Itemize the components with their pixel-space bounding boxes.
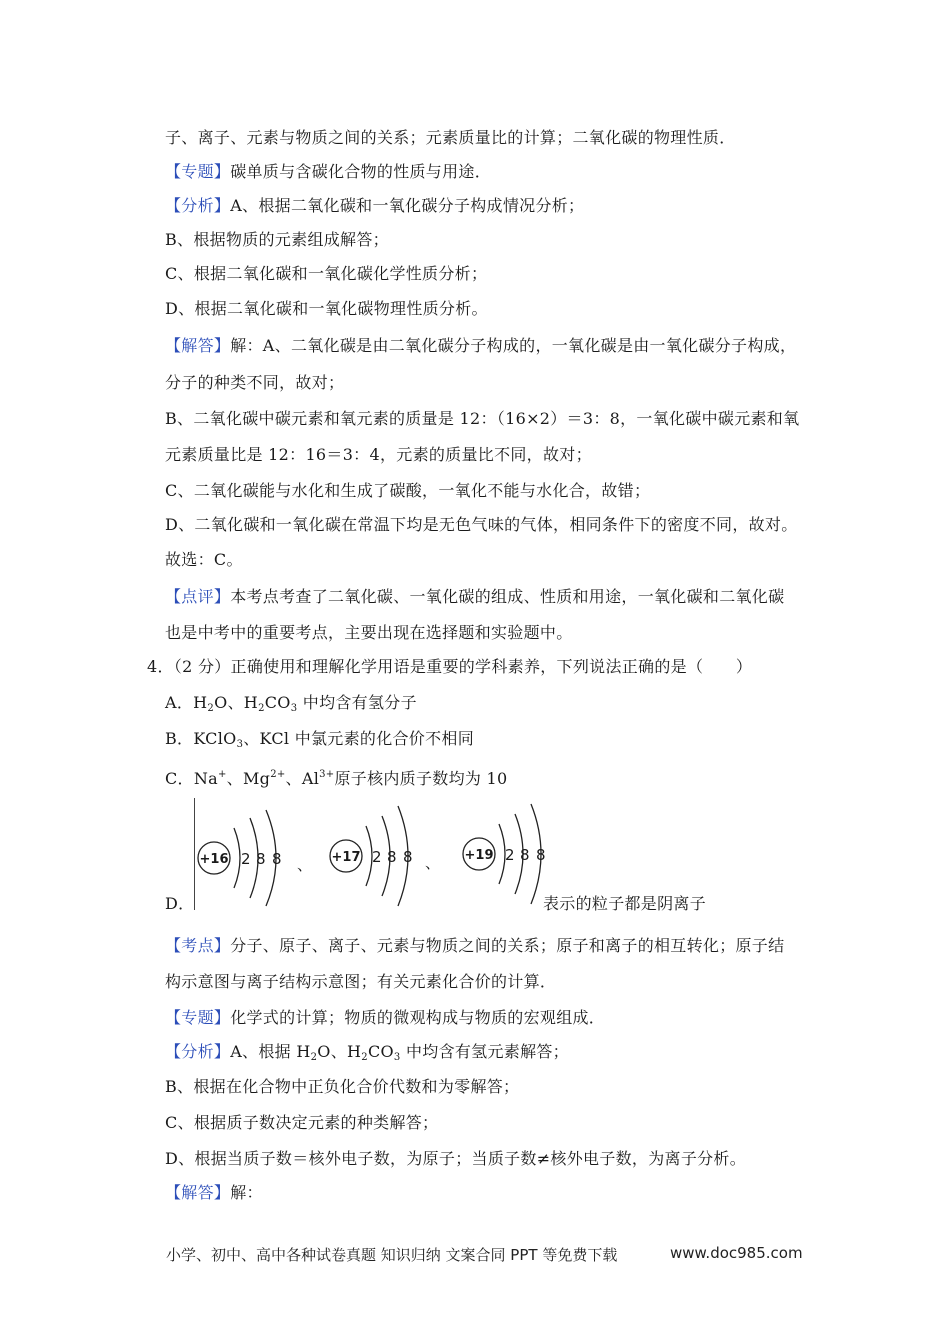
text-line: C、根据二氧化碳和一氧化碳化学性质分析； bbox=[165, 264, 488, 283]
option-b: B．KClO$_3$、KCl 中氯元素的化合价不相同 bbox=[165, 729, 475, 750]
text-line: 【专题】碳单质与含碳化合物的性质与用途． bbox=[165, 162, 492, 181]
text-line: 也是中考中的重要考点，主要出现在选择题和实验题中。 bbox=[165, 623, 573, 642]
section-tag: 【解答】 bbox=[165, 336, 231, 355]
section-tag: 【分析】 bbox=[165, 1042, 231, 1061]
section-tag: 【专题】 bbox=[165, 162, 231, 181]
text-line: B、根据在化合物中正负化合价代数和为零解答； bbox=[165, 1077, 520, 1096]
question-stem: 4．（2 分）正确使用和理解化学用语是重要的学科素养，下列说法正确的是（ ） bbox=[147, 657, 753, 676]
section-tag: 【专题】 bbox=[165, 1008, 231, 1027]
page-footer bbox=[166, 1244, 803, 1265]
nucleus-label: +19 bbox=[464, 848, 494, 863]
text-line: 分子的种类不同，故对； bbox=[165, 373, 345, 392]
text-line: D、根据当质子数＝核外电子数，为原子；当质子数≠核外电子数，为离子分析。 bbox=[165, 1149, 747, 1168]
separator: 、 bbox=[425, 854, 441, 872]
text-line: 【解答】解： bbox=[165, 1183, 263, 1202]
option-d-text: 表示的粒子都是阴离子 bbox=[543, 894, 707, 913]
text-line: 【分析】A、根据二氧化碳和一氧化碳分子构成情况分析； bbox=[165, 196, 585, 215]
shell-count: 8 bbox=[536, 846, 546, 864]
section-tag: 【考点】 bbox=[165, 936, 231, 955]
text-line: 【解答】解：A、二氧化碳是由二氧化碳分子构成的，一氧化碳是由一氧化碳分子构成， bbox=[165, 336, 797, 355]
option-a: A．$H_2O$、$H_2CO_3$ 中均含有氢分子 bbox=[165, 693, 417, 714]
atom-structure-diagrams bbox=[194, 798, 554, 910]
text-line: 【点评】本考点考查了二氧化碳、一氧化碳的组成、性质和用途，一氧化碳和二氧化碳 bbox=[165, 587, 785, 606]
text-line: 【分析】A、根据 $H_2O$、$H_2CO_3$ 中均含有氢元素解答； bbox=[165, 1042, 569, 1063]
text-line: 【专题】化学式的计算；物质的微观构成与物质的宏观组成． bbox=[165, 1008, 606, 1027]
text-line: C、根据质子数决定元素的种类解答； bbox=[165, 1113, 439, 1132]
shell-count: 8 bbox=[520, 846, 530, 864]
section-tag: 【点评】 bbox=[165, 587, 231, 606]
text-line: 构示意图与离子结构示意图；有关元素化合价的计算． bbox=[165, 972, 557, 991]
text-line: C、二氧化碳能与水化和生成了碳酸，一氧化不能与水化合，故错； bbox=[165, 481, 651, 500]
text-line: 故选：C。 bbox=[165, 550, 243, 569]
footer-text: 小学、初中、高中各种试卷真题 知识归纳 文案合同 PPT 等免费下载 bbox=[166, 1246, 618, 1264]
separator: 、 bbox=[297, 856, 313, 874]
shell-count: 2 bbox=[241, 850, 251, 868]
shell-count: 8 bbox=[403, 848, 413, 866]
section-tag: 【分析】 bbox=[165, 196, 231, 215]
shell-count: 8 bbox=[256, 850, 266, 868]
shell-count: 2 bbox=[372, 848, 382, 866]
text-line: B、二氧化碳中碳元素和氧元素的质量是 12：（16×2）＝3：8，一氧化碳中碳元素和氧 bbox=[165, 409, 800, 428]
text-line: 【考点】分子、原子、离子、元素与物质之间的关系；原子和离子的相互转化；原子结 bbox=[165, 936, 785, 955]
text-line: 元素质量比是 12：16＝3：4，元素的质量比不同，故对； bbox=[165, 445, 592, 464]
footer-link[interactable]: www.doc985.com bbox=[670, 1244, 803, 1262]
text-line: 子、离子、元素与物质之间的关系；元素质量比的计算；二氧化碳的物理性质． bbox=[165, 128, 736, 147]
section-tag: 【解答】 bbox=[165, 1183, 231, 1202]
text-line: D、根据二氧化碳和一氧化碳物理性质分析。 bbox=[165, 299, 488, 318]
nucleus-label: +16 bbox=[199, 852, 229, 867]
nucleus-label: +17 bbox=[331, 850, 361, 865]
shell-count: 2 bbox=[505, 846, 515, 864]
atom-diagram-3 bbox=[463, 804, 546, 904]
atom-diagram-1 bbox=[198, 810, 282, 906]
shell-count: 8 bbox=[272, 850, 282, 868]
text-line: D、二氧化碳和一氧化碳在常温下均是无色气味的气体，相同条件下的密度不同，故对。 bbox=[165, 515, 798, 534]
option-c: C．Na+、$Mg^{2+}$、$Al^{3+}$原子核内质子数均为 10 bbox=[165, 769, 508, 788]
option-d-label: D． bbox=[165, 894, 195, 913]
shell-count: 8 bbox=[387, 848, 397, 866]
text-line: B、根据物质的元素组成解答； bbox=[165, 230, 389, 249]
question-number: 4． bbox=[147, 657, 174, 676]
atom-diagram-2 bbox=[330, 806, 413, 906]
